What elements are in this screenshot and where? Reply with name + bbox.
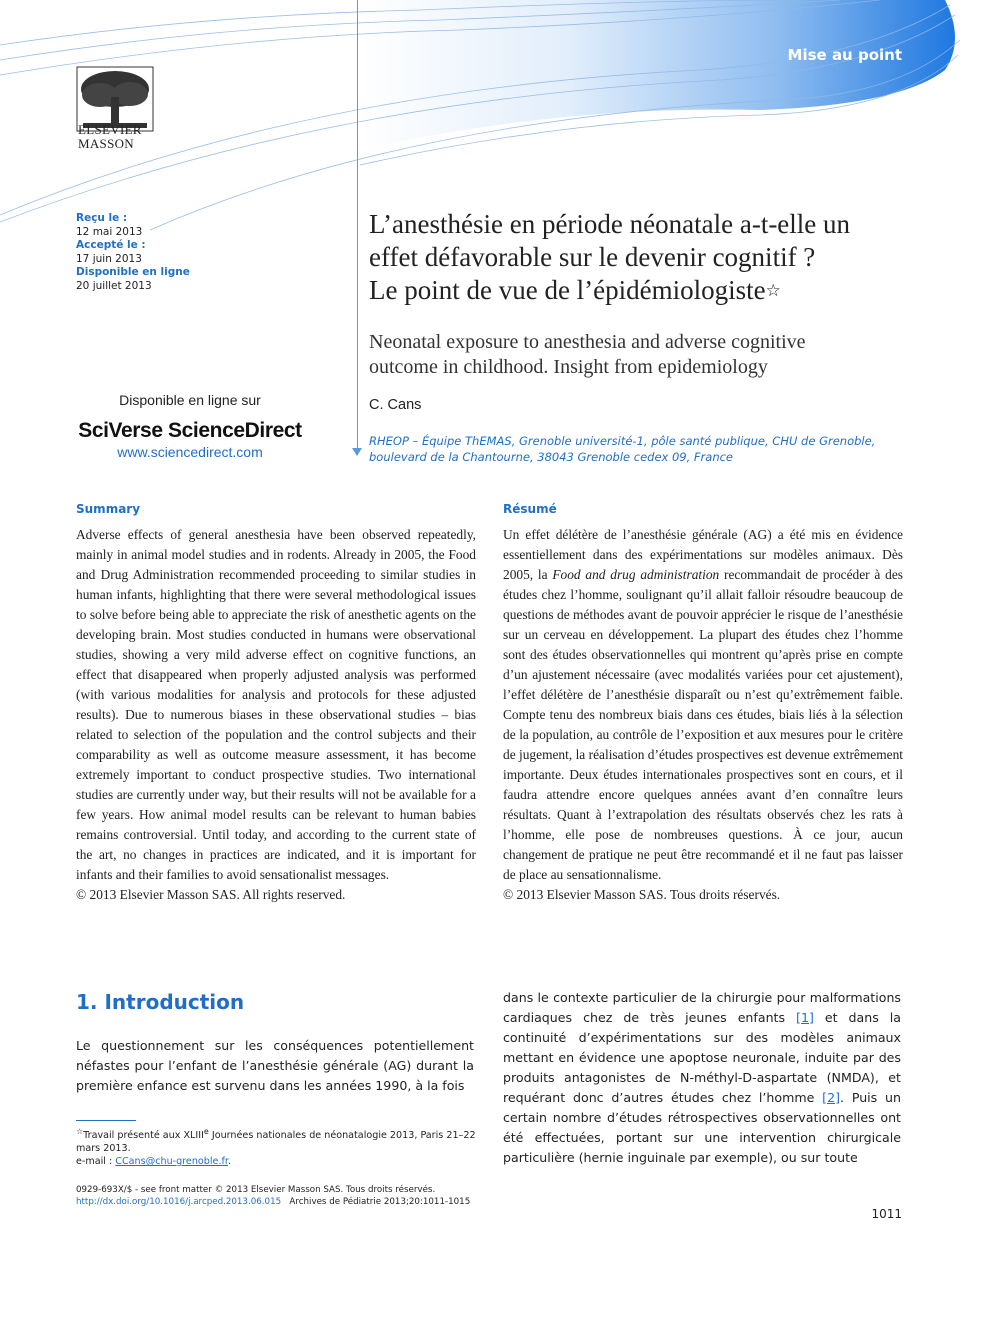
resume-paragraph (503, 525, 903, 885)
summary-text (76, 525, 476, 905)
title-footnote-star[interactable]: ☆ (765, 281, 781, 300)
email-end: . (227, 1156, 231, 1168)
received-label: Reçu le : (76, 212, 128, 224)
online-date: 20 juillet 2013 (76, 279, 152, 292)
author-name: C. Cans (369, 397, 422, 413)
footnotes (76, 1125, 476, 1168)
footnote-rule (76, 1120, 136, 1121)
intro-column-right (503, 988, 901, 1168)
article-title (369, 208, 909, 307)
resume-text-part: Un effet délétère de l’anesthésie générale (AG) a été mis en évidence essentiellement dans des expérimentations sur modèles animaux. Dès 2005, la (503, 527, 903, 582)
intro-text-part: et dans la continuité d’expérimentations sur des modèles animaux mettant en évidence une apoptose neuronale, induite par des produits antagonistes de N-méthyl-D-aspartate (NMDA), et requérant donc d’autres études chez l’homme (503, 1010, 901, 1105)
title-line-text: Le point de vue de l’épidémiologiste (369, 275, 766, 305)
intro-text-part: . Puis un certain nombre d’études rétrospectives observationnelles ont été effectuées, portant sur une intervention chirurgicale particulière (hernie inguinale par exemple), ou sur toute (503, 1090, 902, 1165)
footnote-title-note (76, 1125, 476, 1155)
intro-paragraph: Le questionnement sur les conséquences potentiellement néfastes pour l’enfant de l’anesthésie générale (AG) durant la première enfance est survenu dans les années 1990, à la fois (76, 1038, 474, 1093)
intro-column-left (76, 1036, 474, 1096)
resume-text-part: recommandait de procéder à des études chez l’homme, soulignant qu’il allait falloir résoudre beaucoup de questions de méthodes avant de pouvoir apprécier le risque de l’anesthésie sur un cerveau en développement. La plupart des études chez l’homme sont des études observationnelles qui montrent qu’après prise en compte d’un ajustement nécessaire (avec modalités variées pour cet ajustement), l’effet délétère de l’anesthésie disparaît ou n’est qu’extrêmement faible. Compte tenu des nombreux biais dans ces études, biais liés à la sélection de la population, au contrôle de l’exposition et aux mesures pour le critère de jugement, la réalisation d’études prospectives est devenue extrêmement importante. Deux études internationales prospectives sont en cours, et il faudra attendre encore quelques années avant d’en connaître leurs résultats. Quant à l’extrapolation des résultats observés chez les rats à l’homme, elle pose de nombreuses questions. À ce jour, aucun changement de pratique ne peut être recommandé et il ne faut pas laisser de place au sensationnalisme. (503, 567, 903, 882)
publisher-line-1: ELSEVIER (78, 122, 142, 137)
accepted-label: Accepté le : (76, 239, 146, 251)
resume-text (503, 525, 903, 905)
page-number: 1011 (871, 1207, 902, 1221)
reference-link-1[interactable]: [1] (796, 1010, 814, 1025)
issn-line: 0929-693X/$ - see front matter © 2013 Elsevier Masson SAS. Tous droits réservés. (76, 1185, 436, 1195)
footnote-text: Journées nationales de néonatalogie 2013, Paris 21–22 mars 2013. (76, 1130, 476, 1155)
footnote-superscript: e (203, 1127, 209, 1136)
subtitle-line: outcome in childhood. Insight from epidemiology (369, 356, 768, 378)
title-line: L’anesthésie en période néonatale a-t-elle un (369, 209, 851, 239)
footnote-star: ☆ (76, 1127, 84, 1136)
divider-arrow-icon (352, 448, 362, 456)
available-online-text: Disponible en ligne sur (119, 392, 261, 408)
email-link[interactable]: CCans@chu-grenoble.fr (115, 1156, 228, 1168)
introduction-heading: 1. Introduction (76, 990, 245, 1014)
intro-paragraph (503, 988, 901, 1168)
summary-copyright: © 2013 Elsevier Masson SAS. All rights reserved. (76, 887, 346, 902)
resume-heading: Résumé (503, 502, 557, 516)
article-dates (76, 212, 190, 293)
section-label: Mise au point (787, 46, 902, 64)
sciencedirect-brand: SciVerse ScienceDirect (78, 419, 302, 442)
vertical-divider (357, 0, 358, 455)
resume-italic-text: Food and drug administration (552, 567, 720, 582)
summary-heading: Summary (76, 502, 141, 516)
publisher-name (78, 123, 142, 151)
affiliation-line: RHEOP – Équipe ThEMAS, Grenoble université-1, pôle santé publique, CHU de Grenoble, (369, 434, 876, 448)
doi-link[interactable]: http://dx.doi.org/10.1016/j.arcped.2013.06.015 (76, 1197, 282, 1207)
subtitle-line: Neonatal exposure to anesthesia and adverse cognitive (369, 331, 806, 353)
reference-link-2[interactable]: [2] (822, 1090, 841, 1105)
publisher-line-2: MASSON (78, 136, 134, 151)
title-line (369, 274, 909, 307)
email-label: e-mail : (76, 1156, 116, 1168)
accepted-date: 17 juin 2013 (76, 252, 142, 265)
online-availability (60, 392, 320, 460)
intro-text-part: dans le contexte particulier de la chirurgie pour malformations cardiaques chez de très jeunes enfants (503, 990, 901, 1025)
sciencedirect-link[interactable]: www.sciencedirect.com (117, 444, 263, 460)
author-affiliation (369, 433, 889, 465)
online-label: Disponible en ligne (76, 266, 190, 278)
footnote-email (76, 1155, 476, 1168)
resume-copyright: © 2013 Elsevier Masson SAS. Tous droits réservés. (503, 887, 781, 902)
summary-paragraph: Adverse effects of general anesthesia have been observed repeatedly, mainly in animal model studies and in rodents. Already in 2005, the Food and Drug Administration recommended proceeding to similar studies in human infants, highlighting that there were several methodological issues to solve before being able to appreciate the risk of anesthetic agents on the developing brain. Most studies conducted in humans were observational studies, showing a very mild adverse effect on cognitive functions, an effect that disappeared when properly adjusted analysis was performed (with various modalities for analysis and protocols for these adjusted results). Due to numerous biases in these observational studies – bias related to selection of the population and the control subjects and their comparability as well as outcome measure assessment, it has become extremely important to conduct prospective studies. Two international studies are currently under way, but their results will not be available for a few years. How animal model results can be relevant to human babies remains controversial. Until today, and according to the current state of the art, no changes in practices are indicated, and it is important for infants and their families to avoid sensationalist messages. (76, 527, 476, 882)
article-english-title (369, 330, 889, 380)
affiliation-line: boulevard de la Chantourne, 38043 Grenoble cedex 09, France (369, 450, 734, 464)
received-date: 12 mai 2013 (76, 225, 143, 238)
title-line: effet défavorable sur le devenir cognitif ? (369, 242, 816, 272)
publication-info (76, 1184, 576, 1208)
doi-line (76, 1196, 576, 1208)
footnote-text: Travail présenté aux XLIII (83, 1130, 204, 1142)
journal-citation: Archives de Pédiatrie 2013;20:1011-1015 (289, 1197, 471, 1207)
